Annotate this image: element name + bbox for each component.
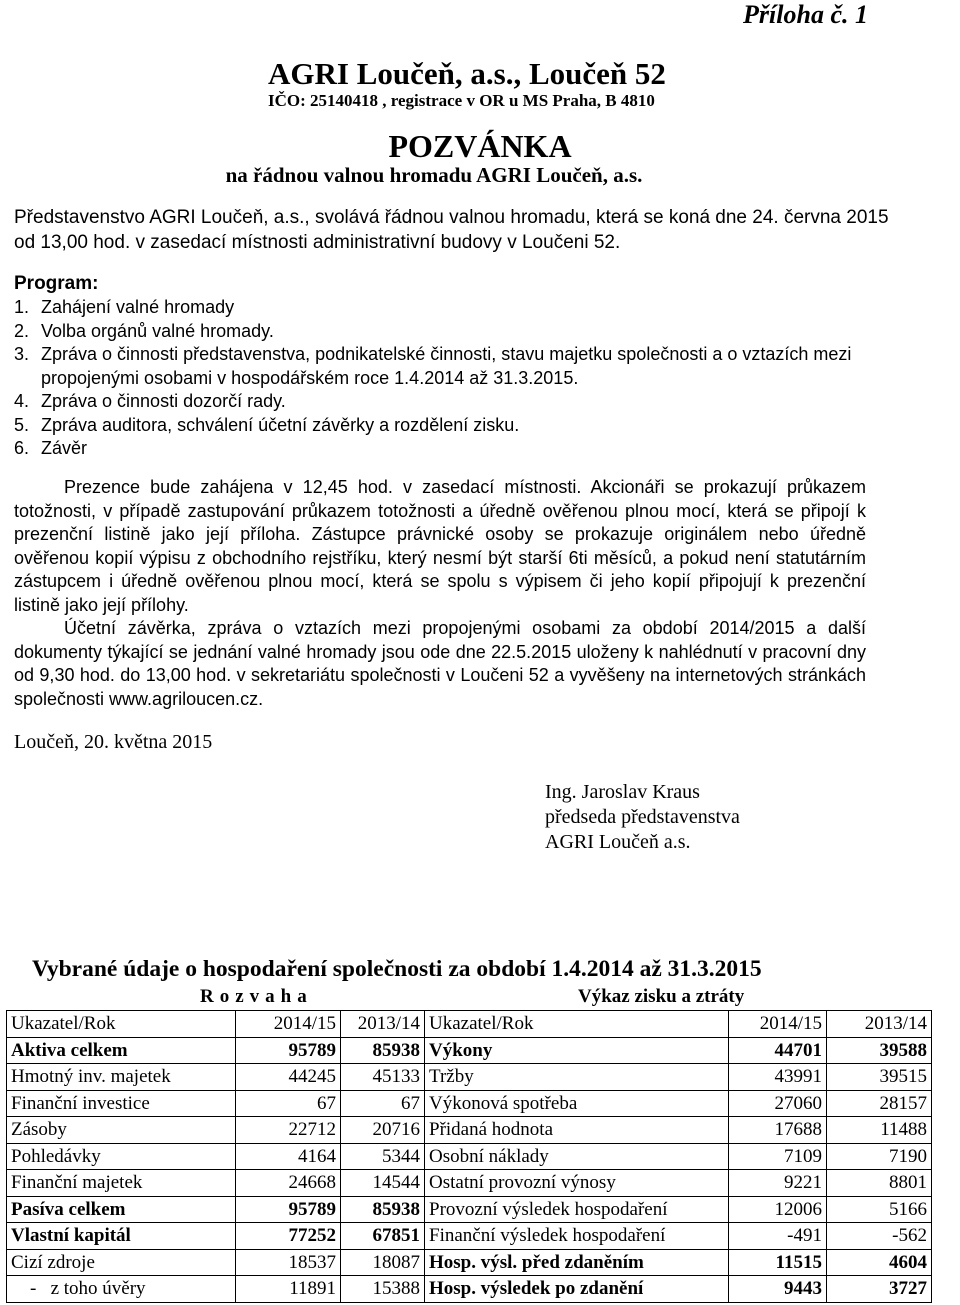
notice-paragraph-presence: Prezence bude zahájena v 12,45 hod. v zasedací místnosti. Akcionáři se prokazují průkazem totožnosti, v případě zastupování průkazem totožnosti a úředně ověřenou plnou mocí, která se připojí k prezenční listině jako její příloha. Zástupce právnické osoby se prokazuje originálem nebo úředně ověřenou kopií výpisu z obchodního rejstříku, který nesmí být starší 6ti měsíců, a pokud není statutárním zástupcem i úředně ověřenou plnou mocí, která se spolu s výpisem či jeho kopií připojují k prezenční listině jako její přílohy. (14, 477, 866, 615)
program-item (14, 320, 934, 344)
program-item-text: Volba orgánů valné hromady. (41, 320, 274, 341)
program-item-number: 2. (14, 320, 30, 341)
balance-sheet-title: Rozvaha (200, 986, 313, 1007)
program-item-text: Závěr (41, 438, 88, 458)
program-item (14, 414, 934, 438)
pl-previous-cell: 2013/14 (827, 1011, 932, 1038)
pl-current-cell: 12006 (729, 1196, 827, 1223)
balance-previous-cell: 67851 (341, 1223, 425, 1250)
balance-current-cell: 4164 (236, 1143, 341, 1170)
pl-current-cell: 7109 (729, 1143, 827, 1170)
program-item (14, 390, 934, 414)
program-item-number: 1. (14, 297, 30, 317)
balance-label-cell: Pasíva celkem (7, 1196, 236, 1223)
balance-label-cell: Finanční majetek (7, 1170, 236, 1197)
table-row (7, 1117, 932, 1144)
pl-label-cell: Výkonová spotřeba (425, 1090, 729, 1117)
pl-previous-cell: 3727 (827, 1276, 932, 1303)
table-row (7, 1064, 932, 1091)
pl-label-cell: Hosp. výsl. před zdaněním (425, 1249, 729, 1276)
balance-current-cell: 67 (236, 1090, 341, 1117)
balance-current-cell: 95789 (236, 1196, 341, 1223)
balance-previous-cell: 5344 (341, 1143, 425, 1170)
balance-current-cell: 24668 (236, 1170, 341, 1197)
pl-previous-cell: 4604 (827, 1249, 932, 1276)
pl-label-cell: Finanční výsledek hospodaření (425, 1223, 729, 1250)
pl-label-cell: Ukazatel/Rok (425, 1011, 729, 1038)
balance-previous-cell: 18087 (341, 1249, 425, 1276)
balance-label-cell: Pohledávky (7, 1143, 236, 1170)
balance-current-cell: 2014/15 (236, 1011, 341, 1038)
program-item-text: Zpráva o činnosti představenstva, podnikatelské činnosti, stavu majetku společnosti a o vztazích mezi propojenými osobami v hospodářském roce 1.4.2014 až 31.3.2015. (41, 344, 852, 388)
program-item (14, 296, 934, 320)
program-item (14, 437, 934, 461)
balance-label-cell: Vlastní kapitál (7, 1223, 236, 1250)
invitation-intro: Představenstvo AGRI Loučeň, a.s., svolává řádnou valnou hromadu, která se koná dne 24. června 2015 od 13,00 hod. v zasedací místnosti administrativní budovy v Loučeni 52. (14, 207, 889, 253)
balance-current-cell: 11891 (236, 1276, 341, 1303)
pl-label-cell: Ostatní provozní výnosy (425, 1170, 729, 1197)
date-line: Loučeň, 20. května 2015 (14, 731, 213, 753)
pl-current-cell: -491 (729, 1223, 827, 1250)
company-name: AGRI Loučeň, a.s., Loučeň 52 (268, 56, 666, 91)
table-row (7, 1037, 932, 1064)
program-item-number: 3. (14, 344, 30, 364)
pl-previous-cell: 7190 (827, 1143, 932, 1170)
pl-label-cell: Osobní náklady (425, 1143, 729, 1170)
invitation-title: POZVÁNKA (388, 128, 572, 164)
pl-previous-cell: 39588 (827, 1037, 932, 1064)
company-registration: IČO: 25140418 , registrace v OR u MS Praha, B 4810 (268, 91, 655, 110)
balance-current-cell: 95789 (236, 1037, 341, 1064)
program-title: Program: (14, 273, 99, 294)
balance-previous-cell: 20716 (341, 1117, 425, 1144)
table-row (7, 1090, 932, 1117)
pl-label-cell: Tržby (425, 1064, 729, 1091)
balance-previous-cell: 45133 (341, 1064, 425, 1091)
pl-current-cell: 43991 (729, 1064, 827, 1091)
financials-table (6, 1010, 932, 1303)
pl-previous-cell: 5166 (827, 1196, 932, 1223)
pl-current-cell: 2014/15 (729, 1011, 827, 1038)
pl-previous-cell: 8801 (827, 1170, 932, 1197)
pl-current-cell: 9443 (729, 1276, 827, 1303)
invitation-subtitle: na řádnou valnou hromadu AGRI Loučeň, a.s. (225, 163, 643, 187)
pl-current-cell: 27060 (729, 1090, 827, 1117)
balance-previous-cell: 15388 (341, 1276, 425, 1303)
notice-text (14, 476, 866, 711)
notice-paragraph-documents: Účetní závěrka, zpráva o vztazích mezi propojenými osobami za období 2014/2015 a další dokumenty týkající se jednání valné hromady jsou ode dne 22.5.2015 uloženy k nahlédnutí v pracovní dny od 9,30 hod. do 13,00 hod. v sekretariátu společnosti v Loučeni 52 a vyvěšeny na internetových stránkách společnosti www.agriloucen.cz. (14, 618, 866, 709)
pl-label-cell: Provozní výsledek hospodaření (425, 1196, 729, 1223)
program-item-text: Zpráva auditora, schválení účetní závěrky a rozdělení zisku. (41, 414, 520, 435)
program-item-number: 6. (14, 438, 30, 458)
pl-current-cell: 9221 (729, 1170, 827, 1197)
pl-previous-cell: -562 (827, 1223, 932, 1250)
balance-previous-cell: 85938 (341, 1037, 425, 1064)
table-row (7, 1276, 932, 1303)
program-item-number: 5. (14, 414, 30, 435)
program-list (14, 296, 934, 461)
table-row (7, 1143, 932, 1170)
program-item-text: Zpráva o činnosti dozorčí rady. (41, 391, 286, 411)
balance-label-cell: Ukazatel/Rok (7, 1011, 236, 1038)
balance-current-cell: 22712 (236, 1117, 341, 1144)
signatory-name: Ing. Jaroslav Kraus (545, 781, 700, 803)
balance-label-cell: Zásoby (7, 1117, 236, 1144)
balance-previous-cell: 67 (341, 1090, 425, 1117)
program-item-number: 4. (14, 391, 30, 411)
annex-label: Příloha č. 1 (743, 0, 868, 29)
income-statement-title: Výkaz zisku a ztráty (578, 986, 745, 1007)
pl-label-cell: Výkony (425, 1037, 729, 1064)
pl-label-cell: Hosp. výsledek po zdanění (425, 1276, 729, 1303)
signatory-company: AGRI Loučeň a.s. (545, 831, 691, 853)
balance-previous-cell: 14544 (341, 1170, 425, 1197)
balance-previous-cell: 85938 (341, 1196, 425, 1223)
table-row (7, 1249, 932, 1276)
program-item (14, 343, 934, 390)
balance-label-cell: Aktiva celkem (7, 1037, 236, 1064)
program-item-text: Zahájení valné hromady (41, 297, 235, 317)
balance-current-cell: 44245 (236, 1064, 341, 1091)
table-row (7, 1011, 932, 1038)
balance-label-cell: - z toho úvěry (7, 1276, 236, 1303)
balance-label-cell: Hmotný inv. majetek (7, 1064, 236, 1091)
balance-current-cell: 77252 (236, 1223, 341, 1250)
pl-previous-cell: 39515 (827, 1064, 932, 1091)
table-row (7, 1196, 932, 1223)
signatory-role: předseda představenstva (545, 806, 740, 828)
balance-previous-cell: 2013/14 (341, 1011, 425, 1038)
pl-current-cell: 11515 (729, 1249, 827, 1276)
financials-title: Vybrané údaje o hospodaření společnosti za období 1.4.2014 až 31.3.2015 (32, 956, 762, 982)
pl-label-cell: Přidaná hodnota (425, 1117, 729, 1144)
balance-current-cell: 18537 (236, 1249, 341, 1276)
table-row (7, 1223, 932, 1250)
pl-previous-cell: 28157 (827, 1090, 932, 1117)
balance-label-cell: Cizí zdroje (7, 1249, 236, 1276)
pl-previous-cell: 11488 (827, 1117, 932, 1144)
balance-label-cell: Finanční investice (7, 1090, 236, 1117)
pl-current-cell: 44701 (729, 1037, 827, 1064)
pl-current-cell: 17688 (729, 1117, 827, 1144)
table-row (7, 1170, 932, 1197)
signature-block (545, 780, 740, 855)
